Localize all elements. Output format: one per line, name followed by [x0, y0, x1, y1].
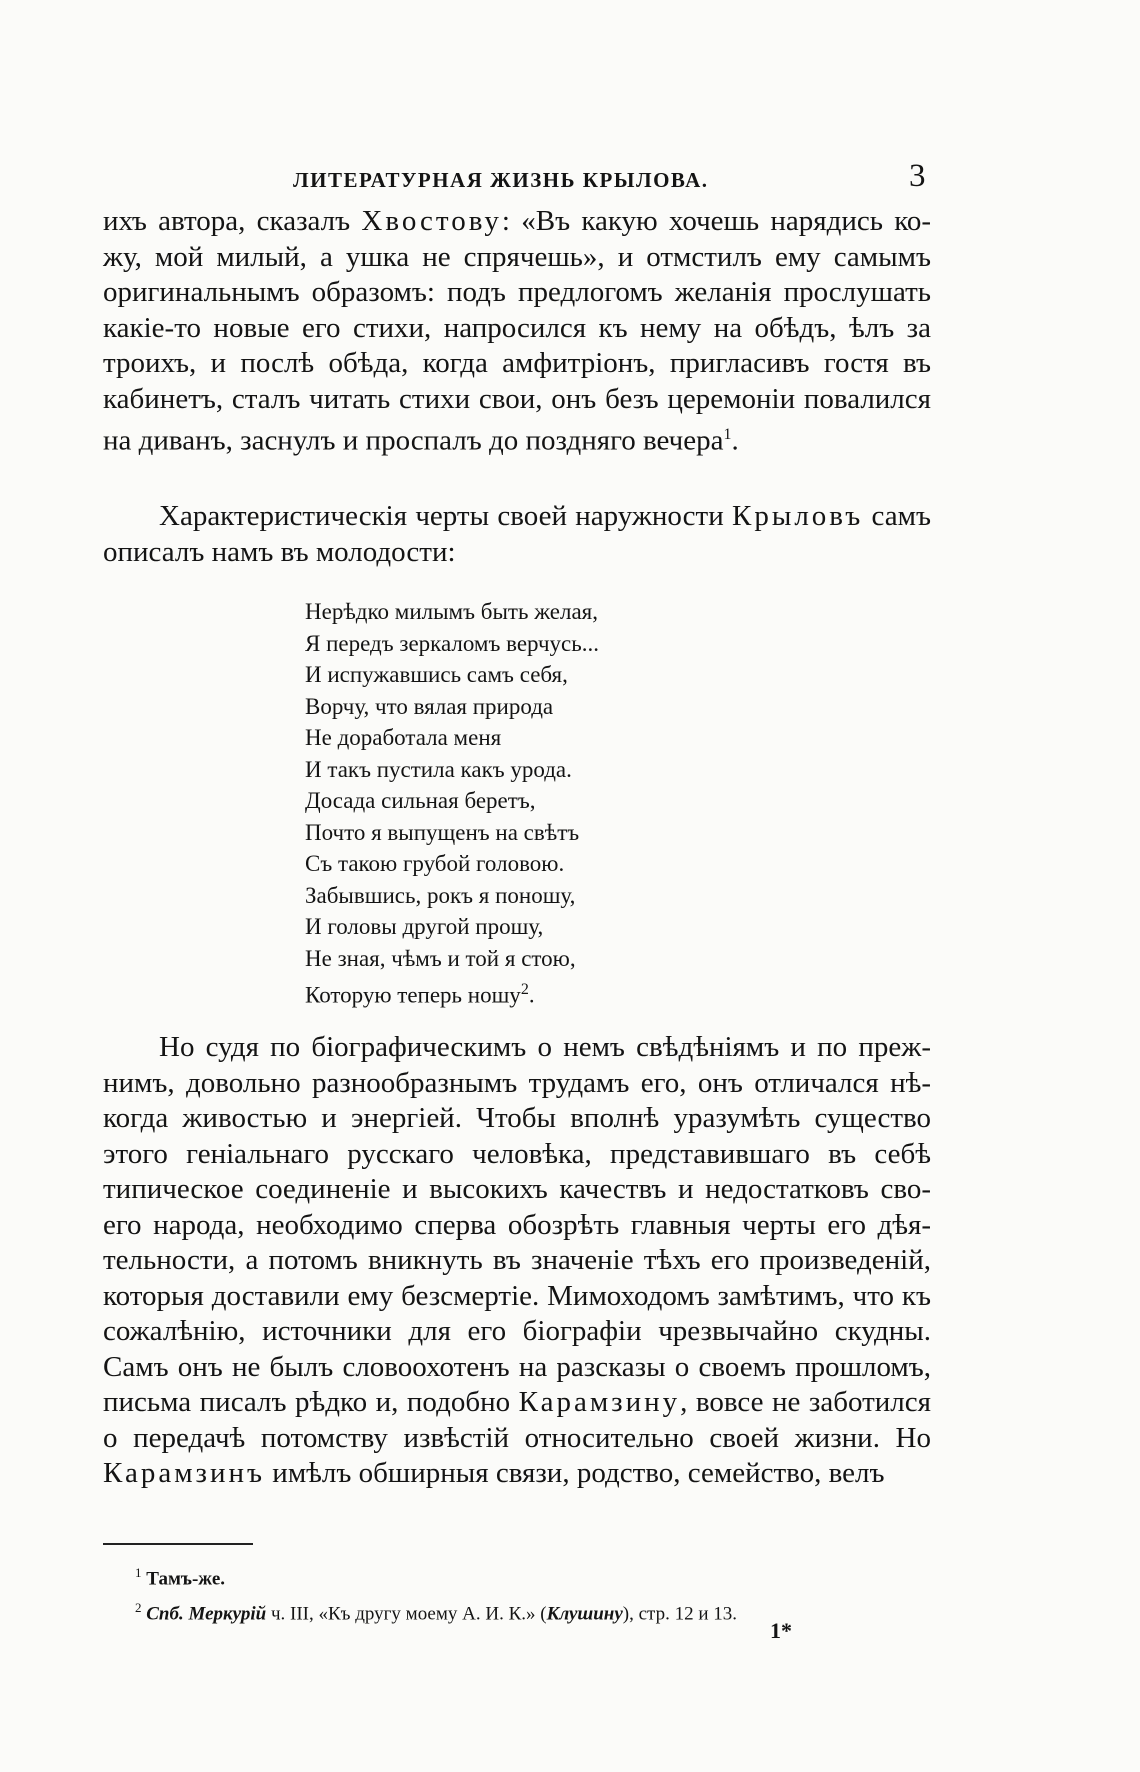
footnote-ref-1: 1 — [723, 426, 732, 443]
footnote-divider — [103, 1543, 253, 1545]
footnote-2-source: Спб. Меркурій — [146, 1603, 267, 1625]
poem-line: И такъ пустила какъ урода. — [305, 756, 572, 782]
paragraph-3-text-a: Но судя по біографическимъ о немъ свѣдѣніямъ и по преж- нимъ, довольно разнообразнымъ трудамъ его, онъ отличался нѣ- когда живостью и энергіей. Чтобы вполнѣ уразумѣть существо этого геніальнаго русскаго человѣка, представившаго въ себѣ типическое соединеніе и высокихъ качествъ и недостатковъ сво- его народа, необходимо сперва обозрѣть главныя черты его дѣя- тельности, а потомъ вникнуть въ значеніе тѣхъ его произведеній, которыя доставили ему безсмертіе. Мимоходомъ замѣтимъ, что къ сожалѣнію, источники для его біографіи чрезвычайно скудны. Самъ онъ не былъ словоохотенъ на разсказы о своемъ прошломъ, письма писалъ рѣдко и, подобно — [103, 1031, 931, 1418]
paragraph-3-text-b: , вовсе не заботился о передачѣ потомству извѣстій относительно своей жизни. Но — [103, 1386, 931, 1454]
footnote-2-name: Клушину — [546, 1603, 623, 1625]
name-khvostov: Хвостову — [361, 205, 502, 237]
paragraph-3 — [103, 1030, 931, 1492]
footnote-2-mark: 2 — [135, 1600, 142, 1616]
paragraph-1-text-a: ихъ автора, сказалъ — [103, 205, 362, 237]
name-karamzin-2: Карамзинъ — [103, 1457, 266, 1489]
paragraph-1 — [103, 204, 931, 459]
name-karamzin-1: Карамзину — [518, 1386, 681, 1418]
poem-line: Забывшись, рокъ я поношу, — [305, 882, 576, 908]
poem-line: Нерѣдко милымъ быть желая, — [305, 599, 599, 624]
paragraph-2-text-b: самъ описалъ намъ въ молодости: — [103, 500, 931, 568]
paragraph-1-text-b: : «Въ какую хочешь нарядись ко- жу, мой милый, а ушка не спрячешь», и отмстилъ ему самымъ оригинальнымъ образомъ: подъ предлогомъ желанія прослушать какіе-то новые его стихи, напросился къ нему на обѣдъ, ѣлъ за троихъ, и послѣ обѣда, когда амфитріонъ, пригласивъ гостя въ кабинетъ, сталъ читать стихи свои, онъ безъ церемоніи повалился на диванъ, заснулъ и проспалъ до поздняго вечера — [103, 205, 932, 457]
footnote-1 — [135, 1558, 935, 1593]
poem-last-line — [305, 974, 725, 1011]
footnote-ref-2: 2 — [520, 981, 529, 998]
poem-line: И головы другой прошу, — [305, 914, 544, 939]
footnotes — [135, 1558, 935, 1629]
poem-end-punct: . — [528, 982, 535, 1008]
running-title: ЛИТЕРАТУРНАЯ ЖИЗНЬ КРЫЛОВА. — [293, 168, 709, 192]
footnote-2-text-b: ), стр. 12 и 13. — [622, 1603, 738, 1625]
signature-mark: 1* — [770, 1618, 792, 1643]
page-number: 3 — [909, 158, 926, 194]
paragraph-2-text-a: Характеристическія черты своей наружности — [159, 500, 732, 532]
poem — [305, 596, 725, 1011]
paragraph-2 — [103, 499, 931, 570]
poem-line: Ворчу, что вялая природа — [305, 693, 554, 719]
poem-line: Съ такою грубой головою. — [305, 851, 565, 876]
poem-line: Я передъ зеркаломъ верчусь... — [305, 630, 600, 656]
footnote-1-text: Тамъ-же. — [146, 1568, 226, 1590]
poem-line: Не зная, чѣмъ и той я стою, — [305, 945, 576, 971]
paragraph-3-text-c: имѣлъ обширныя связи, родство, семейство, велъ — [265, 1457, 885, 1489]
poem-line: Досада сильная беретъ, — [305, 788, 536, 813]
paragraph-1-end: . — [731, 424, 739, 457]
footnote-2-text-a: ч. III, «Къ другу моему А. И. К.» ( — [266, 1603, 547, 1625]
poem-line: Почто я выпущенъ на свѣтъ — [305, 819, 580, 845]
footnote-2 — [135, 1593, 935, 1628]
poem-line: Не доработала меня — [305, 725, 502, 750]
name-krylov: Крыловъ — [732, 500, 864, 532]
poem-line: Которую теперь ношу — [305, 982, 521, 1008]
poem-line: И испужавшись самъ себя, — [305, 662, 568, 687]
footnote-1-mark: 1 — [135, 1565, 142, 1580]
